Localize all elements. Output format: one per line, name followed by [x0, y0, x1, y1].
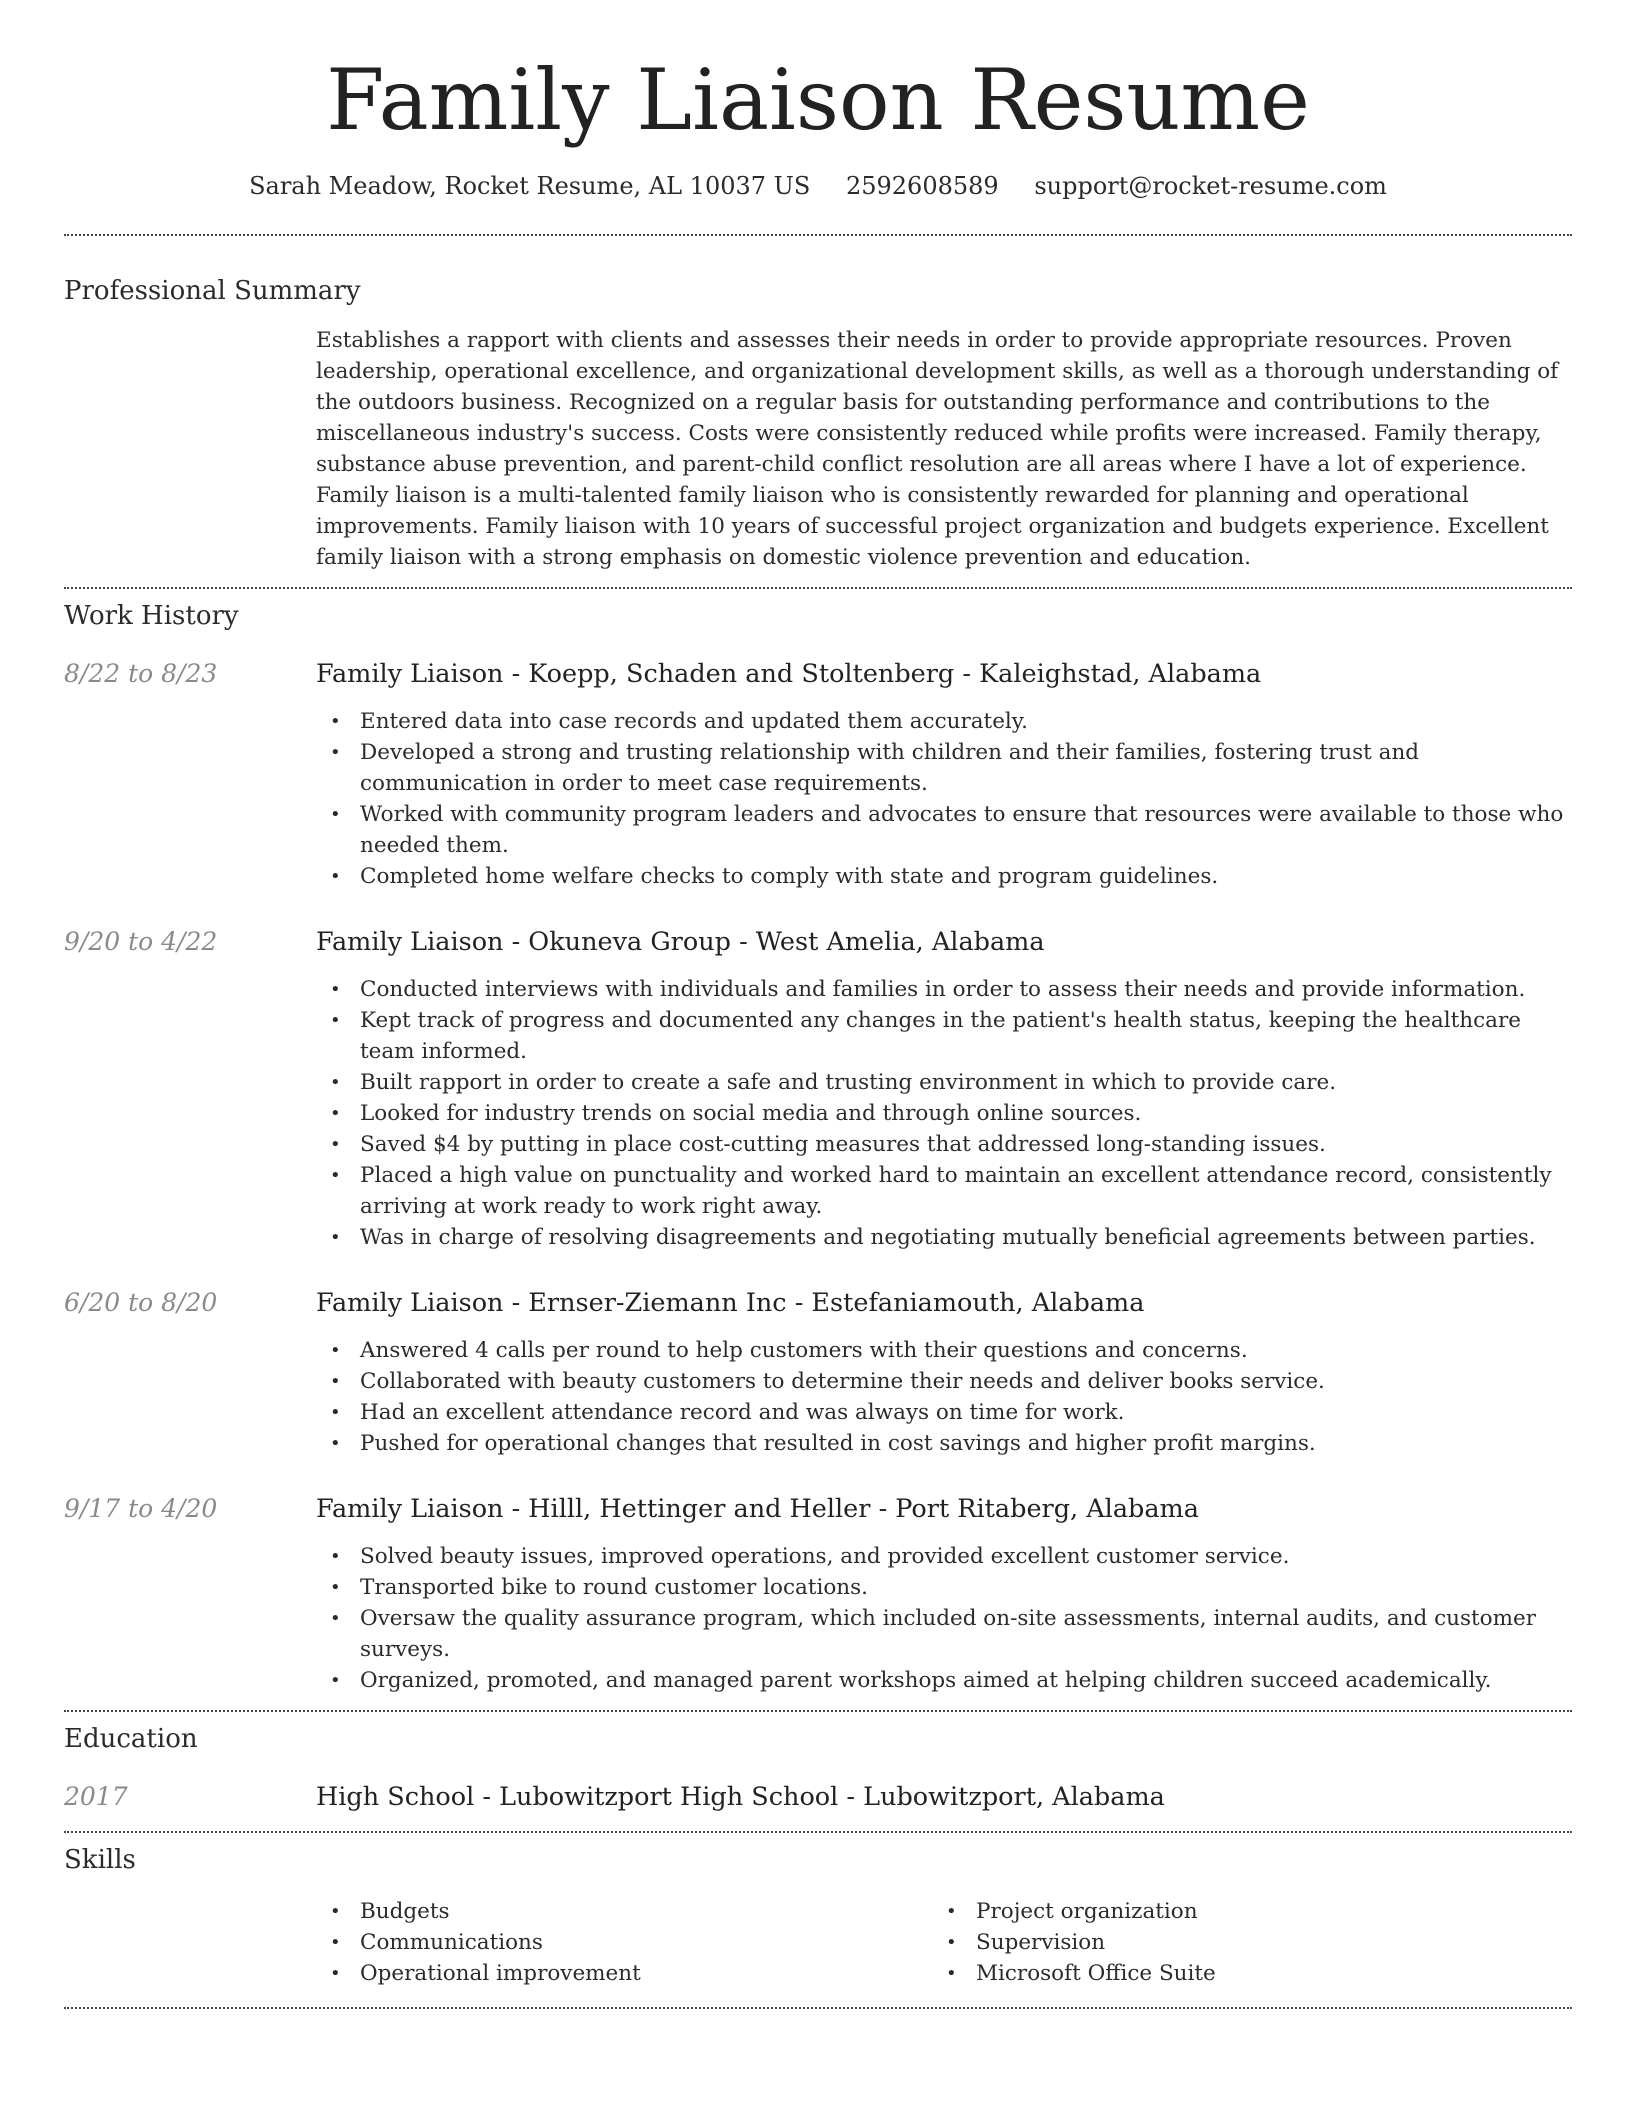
section-divider: [64, 234, 1572, 236]
job-bullets: [316, 706, 1572, 892]
job-entry: [64, 1287, 1572, 1459]
job-bullets: [316, 1335, 1572, 1459]
job-title: Family Liaison - Hilll, Hettinger and Heller - Port Ritaberg, Alabama: [316, 1494, 1199, 1524]
contact-address: Sarah Meadow, Rocket Resume, AL 10037 US: [249, 172, 811, 200]
skill-item: • Project organization: [932, 1896, 1548, 1927]
job-dates: 9/20 to 4/22: [64, 927, 218, 956]
job-title: Family Liaison - Okuneva Group - West Amelia, Alabama: [316, 927, 1045, 957]
list-item: • Conducted interviews with individuals and families in order to assess their needs and provide information.: [316, 974, 1572, 1005]
skills-list-left: [316, 1896, 932, 1989]
summary-section: [64, 275, 1572, 573]
summary-text: Establishes a rapport with clients and assesses their needs in order to provide appropriate resources. Proven leadership, operational excellence, and organizational development skills, as well as a thorough understanding of the outdoors business. Recognized on a regular basis for outstanding performance and contributions to the miscellaneous industry's success. Costs were consistently reduced while profits were increased. Family therapy, substance abuse prevention, and parent-child conflict resolution are all areas where I have a lot of experience. Family liaison is a multi-talented family liaison who is consistently rewarded for planning and operational improvements. Family liaison with 10 years of successful project organization and budgets experience. Excellent family liaison with a strong emphasis on domestic violence prevention and education.: [316, 328, 1559, 570]
list-item: • Was in charge of resolving disagreements and negotiating mutually beneficial agreements between parties.: [316, 1222, 1572, 1253]
section-divider: [64, 2007, 1572, 2009]
list-item: • Oversaw the quality assurance program, which included on-site assessments, internal audits, and customer surveys.: [316, 1603, 1572, 1665]
list-item: • Built rapport in order to create a safe and trusting environment in which to provide care.: [316, 1067, 1572, 1098]
job-bullets: [316, 974, 1572, 1253]
skill-item: • Operational improvement: [316, 1958, 932, 1989]
education-degree: High School - Lubowitzport High School - Lubowitzport, Alabama: [316, 1782, 1165, 1812]
resume-title: Family Liaison Resume: [326, 51, 1310, 149]
list-item: • Organized, promoted, and managed parent workshops aimed at helping children succeed academically.: [316, 1665, 1572, 1696]
education-year: 2017: [64, 1782, 128, 1811]
list-item: • Completed home welfare checks to comply with state and program guidelines.: [316, 861, 1572, 892]
skill-item: • Supervision: [932, 1927, 1548, 1958]
list-item: • Looked for industry trends on social media and through online sources.: [316, 1098, 1572, 1129]
list-item: • Answered 4 calls per round to help customers with their questions and concerns.: [316, 1335, 1572, 1366]
list-item: • Pushed for operational changes that resulted in cost savings and higher profit margins.: [316, 1428, 1572, 1459]
job-bullets: [316, 1541, 1572, 1696]
skill-item: • Budgets: [316, 1896, 932, 1927]
skills-section: [64, 1844, 1572, 1989]
job-title: Family Liaison - Ernser-Ziemann Inc - Estefaniamouth, Alabama: [316, 1288, 1145, 1318]
list-item: • Collaborated with beauty customers to determine their needs and deliver books service.: [316, 1366, 1572, 1397]
work-history-section: [64, 600, 1572, 1696]
list-item: • Solved beauty issues, improved operations, and provided excellent customer service.: [316, 1541, 1572, 1572]
list-item: • Worked with community program leaders and advocates to ensure that resources were available to those who needed them.: [316, 799, 1572, 861]
contact-phone: 2592608589: [845, 172, 999, 200]
job-title: Family Liaison - Koepp, Schaden and Stoltenberg - Kaleighstad, Alabama: [316, 659, 1262, 689]
list-item: • Placed a high value on punctuality and worked hard to maintain an excellent attendance record, consistently arriving at work ready to work right away.: [316, 1160, 1572, 1222]
summary-heading: Professional Summary: [64, 276, 361, 306]
skills-list-right: [932, 1896, 1548, 1989]
job-entry: [64, 1493, 1572, 1696]
skills-columns: [316, 1896, 1572, 1989]
skill-item: • Microsoft Office Suite: [932, 1958, 1548, 1989]
list-item: • Kept track of progress and documented any changes in the patient's health status, keeping the healthcare team informed.: [316, 1005, 1572, 1067]
list-item: • Saved $4 by putting in place cost-cutting measures that addressed long-standing issues.: [316, 1129, 1572, 1160]
list-item: • Entered data into case records and updated them accurately.: [316, 706, 1572, 737]
education-section: [64, 1723, 1572, 1813]
education-heading: Education: [64, 1724, 198, 1754]
list-item: • Had an excellent attendance record and was always on time for work.: [316, 1397, 1572, 1428]
list-item: • Transported bike to round customer locations.: [316, 1572, 1572, 1603]
section-divider: [64, 1831, 1572, 1833]
section-divider: [64, 1710, 1572, 1712]
job-dates: 6/20 to 8/20: [64, 1288, 218, 1317]
list-item: • Developed a strong and trusting relationship with children and their families, fostering trust and communication in order to meet case requirements.: [316, 737, 1572, 799]
resume-page: [64, 0, 1572, 2009]
job-dates: 9/17 to 4/20: [64, 1494, 218, 1523]
contact-line: [64, 170, 1572, 202]
job-entry: [64, 926, 1572, 1253]
contact-email[interactable]: support@rocket-resume.com: [1034, 172, 1387, 200]
skills-heading: Skills: [64, 1845, 136, 1875]
education-entry: [64, 1781, 1572, 1813]
work-history-heading: Work History: [64, 601, 239, 631]
skill-item: • Communications: [316, 1927, 932, 1958]
job-dates: 8/22 to 8/23: [64, 659, 218, 688]
section-divider: [64, 587, 1572, 589]
job-entry: [64, 658, 1572, 892]
